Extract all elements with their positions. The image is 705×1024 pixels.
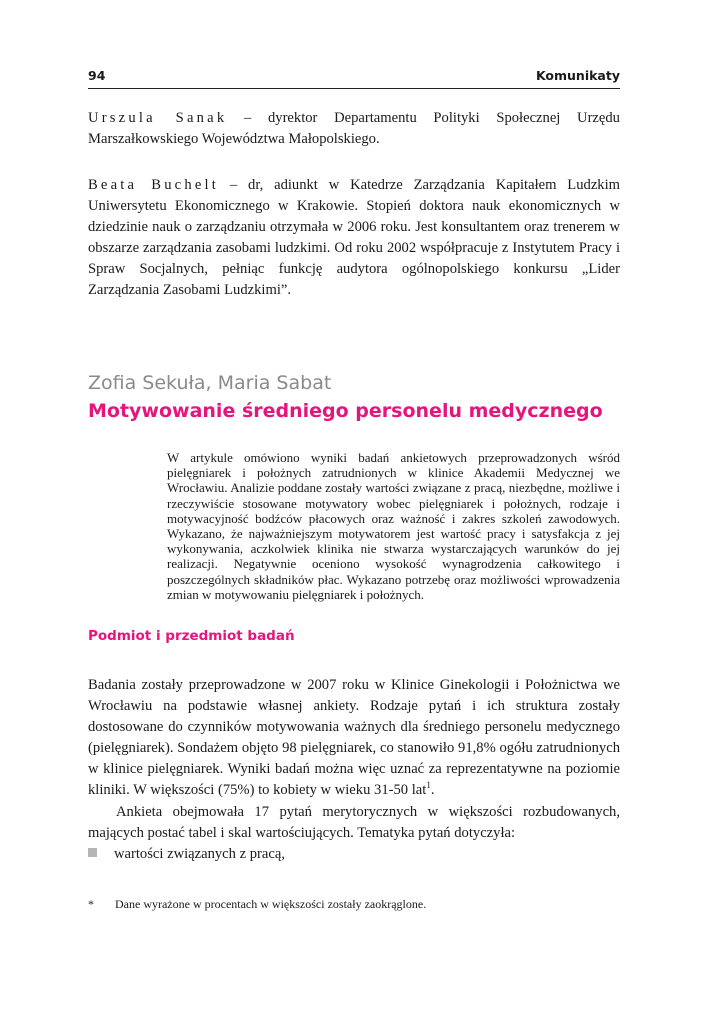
footnote (88, 896, 620, 912)
list-item-text: wartości związanych z pracą, (114, 846, 285, 862)
body-paragraph-1 (88, 675, 620, 801)
bio-text: – dyrektor Departamentu Polityki Społecznej Urzędu Marszałkowskiego Województwa Małopolskiego. (88, 110, 620, 147)
bio-text: – dr, adiunkt w Katedrze Zarządzania Kapitałem Ludzkim Uniwersytetu Ekonomicznego w Krakowie. Stopień doktora nauk ekonomicznych w dziedzinie nauk o zarządzaniu otrzymała w 2006 roku. Jest konsultantem oraz trenerem w obszarze zarządzania zasobami ludzkimi. Od roku 2002 współpracuje z Instytutem Pracy i Spraw Socjalnych, pełniąc funkcję audytora ogólnopolskiego konkursu „Lider Zarządzania Zasobami Ludzkimi”. (88, 177, 620, 298)
square-bullet-icon (88, 848, 97, 857)
paragraph-end: . (430, 782, 435, 798)
footnote-mark: * (88, 897, 94, 911)
article-abstract: W artykule omówiono wyniki badań ankietowych przeprowadzonych wśród pielęgniarek i położnych zatrudnionych w klinice Akademii Medycznej we Wrocławiu. Analizie poddane zostały wartości związane z pracą, niezbędne, możliwe i rzeczywiście stosowane motywatory wobec pielęgniarek i położnych, rodzaje i motywacyjność bodźców płacowych oraz ważność i zakres szkoleń zawodowych. Wykazano, że najważniejszym motywatorem jest wartość pracy i satysfakcja z jej wykonywania, aczkolwiek klinika nie stwarza wystarczających warunków do jej realizacji. Negatywnie oceniono wysokość wynagrodzenia całkowitego i poszczególnych składników płac. Wykazano potrzebę oraz możliwości wprowadzenia zmian w motywowaniu pielęgniarek i położnych. (167, 450, 620, 602)
list-item (88, 844, 620, 865)
bio-beata-buchelt (88, 175, 620, 301)
article-authors: Zofia Sekuła, Maria Sabat (88, 372, 332, 394)
bio-urszula-sanak (88, 108, 620, 150)
page-number: 94 (88, 68, 106, 83)
section-heading: Podmiot i przedmiot badań (88, 628, 295, 644)
paragraph-text: Badania zostały przeprowadzone w 2007 roku w Klinice Ginekologii i Położnictwa we Wrocławiu na podstawie własnej ankiety. Rodzaje pytań i ich struktura zostały dostosowane do czynników motywowania ważnych dla średniego personelu medycznego (pielęgniarek). Sondażem objęto 98 pielęgniarek, co stanowiło 91,8% ogółu zatrudnionych w klinice pielęgniarek. Wyniki badań można więc uznać za reprezentatywne na poziomie kliniki. W większości (75%) to kobiety w wieku 31-50 lat (88, 677, 620, 798)
bio-name: Urszula Sanak (88, 110, 228, 126)
page-header (88, 64, 620, 89)
body-paragraph-2: Ankieta obejmowała 17 pytań merytorycznych w większości rozbudowanych, mających postać tabel i skal wartościujących. Tematyka pytań dotyczyła: (88, 804, 620, 841)
footnote-text: Dane wyrażone w procentach w większości zostały zaokrąglone. (115, 897, 427, 911)
footnote-reference[interactable]: 1 (426, 780, 431, 791)
section-name: Komunikaty (535, 68, 620, 83)
article-title: Motywowanie średniego personelu medycznego (88, 400, 603, 422)
bio-name: Beata Buchelt (88, 177, 220, 193)
